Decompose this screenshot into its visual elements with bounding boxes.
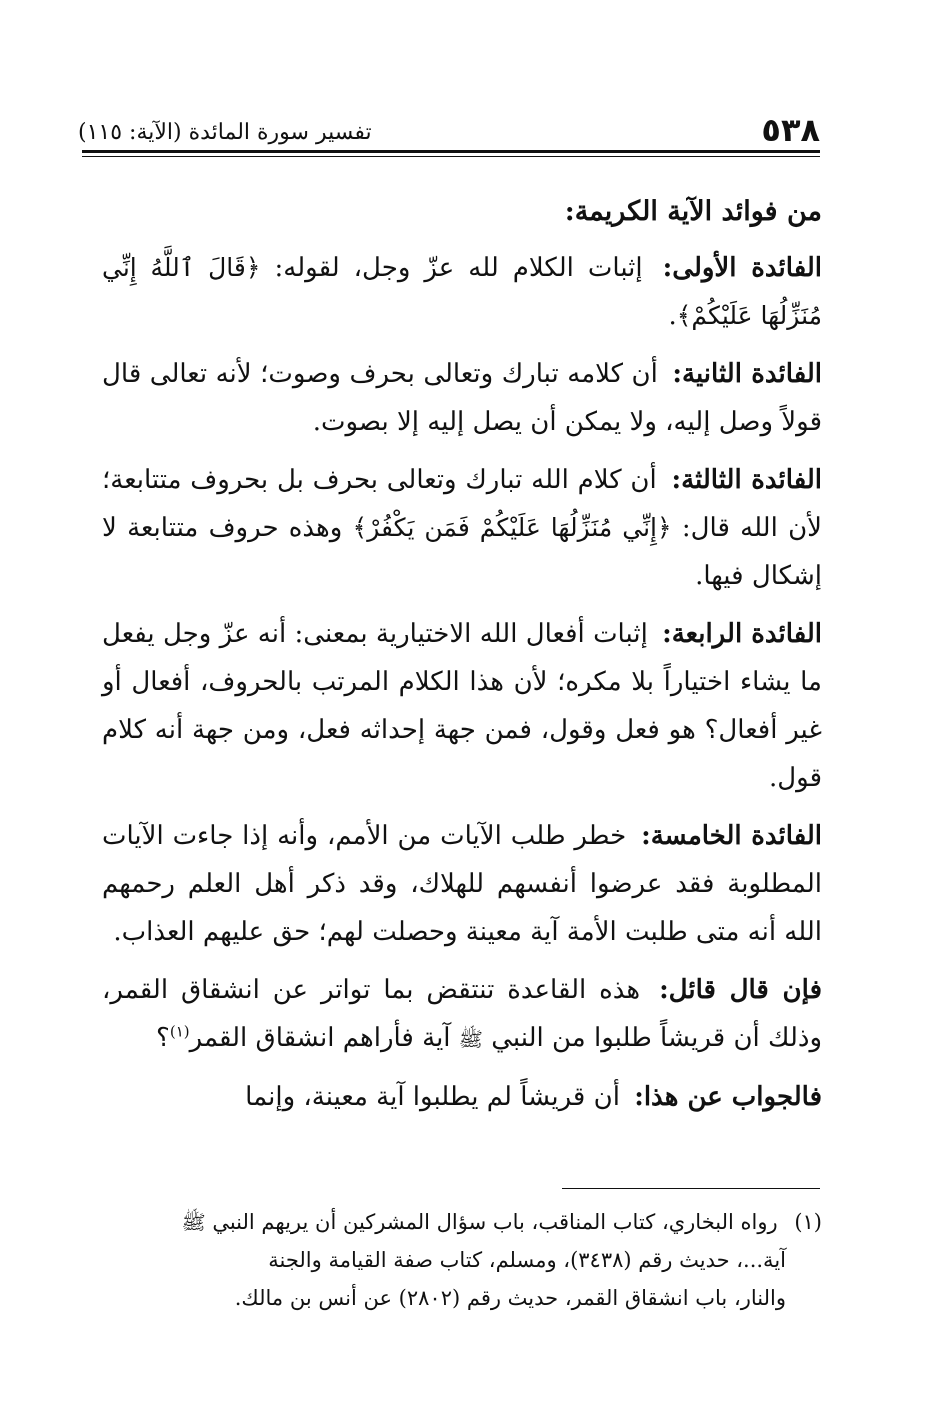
paragraph-benefit-3 [102, 456, 822, 600]
paragraph-lead: الفائدة الثالثة: [671, 465, 822, 495]
paragraph-benefit-2 [102, 350, 822, 446]
footnote-line-1 [120, 1203, 822, 1241]
paragraph-text: آية فأراهم انشقاق القمر [189, 1023, 451, 1053]
header-rule-thick [82, 150, 820, 153]
paragraph-lead: الفائدة الأولى: [662, 253, 823, 283]
page-number: ٥٣٨ [761, 111, 820, 149]
quran-quote: ﴿إِنِّي مُنَزِّلُهَا عَلَيْكُمْ فَمَن يَكْفُرْ﴾ [352, 513, 672, 542]
paragraph-benefit-5 [102, 812, 822, 956]
question-mark: ؟ [156, 1023, 170, 1053]
paragraph-answer [102, 1073, 822, 1121]
paragraph-text: أن كلامه تبارك وتعالى بحرف وصوت؛ لأنه تعالى قال قولاً وصل إليه، ولا يمكن أن يصل إليه إلا بصوت. [102, 359, 822, 437]
paragraph-lead: الفائدة الرابعة: [662, 619, 823, 649]
footnote-line-2: آية...، حديث رقم (٣٤٣٨)، ومسلم، كتاب صفة القيامة والجنة [268, 1248, 786, 1272]
paragraph-lead: فالجواب عن هذا: [634, 1082, 822, 1112]
section-heading: من فوائد الآية الكريمة: [564, 196, 822, 227]
footnote-reference[interactable]: (١) [169, 1022, 190, 1041]
paragraph-lead: فإن قال قائل: [659, 975, 822, 1005]
paragraph-text: هذه القاعدة تنتقض بما تواتر عن انشقاق القمر، وذلك أن قريشاً طلبوا من النبي [102, 975, 822, 1053]
footnote [120, 1203, 822, 1317]
page-header [78, 110, 820, 154]
paragraph-text: إثبات الكلام لله عزّ وجل، لقوله: [274, 253, 643, 283]
salawat-glyph: ﷺ [458, 1027, 483, 1051]
header-rule-thin [82, 156, 820, 157]
footnote-text: رواه البخاري، كتاب المناقب، باب سؤال المشركين أن يريهم النبي [212, 1210, 778, 1234]
paragraph-benefit-1 [102, 244, 822, 340]
footnote-marker: (١) [794, 1210, 822, 1234]
paragraph-text: خطر طلب الآيات من الأمم، وأنه إذا جاءت الآيات المطلوبة فقد عرضوا أنفسهم للهلاك، وقد ذكر أهل العلم رحمهم الله أنه متى طلبت الأمة آية معينة وحصلت لهم؛ حق عليهم العذاب. [102, 821, 822, 947]
paragraph-text: إثبات أفعال الله الاختيارية بمعنى: أنه عزّ وجل يفعل ما يشاء اختياراً بلا مكره؛ لأن هذا الكلام المرتب بالحروف، أفعال أو غير أفعال؟ هو فعل وقول، فمن جهة إحداثه فعل، ومن جهة أنه كلام قول. [102, 619, 822, 793]
paragraph-lead: الفائدة الخامسة: [641, 821, 823, 851]
paragraph-text: أن كلام الله تبارك وتعالى بحرف بل بحروف متتابعة؛ لأن الله قال: [102, 465, 822, 543]
running-title: تفسير سورة المائدة (الآية: ١١٥) [78, 120, 372, 145]
paragraph-lead: الفائدة الثانية: [672, 359, 823, 389]
main-text [102, 188, 822, 1131]
paragraph-objection [102, 966, 822, 1063]
paragraph-text: وهذه حروف متتابعة لا إشكال فيها. [102, 513, 822, 591]
salawat-glyph: ﷺ [181, 1210, 206, 1234]
paragraph-benefit-4 [102, 610, 822, 802]
paragraph-text: . [668, 301, 677, 331]
quran-quote: ﴿قَالَ ٱللَّهُ إِنِّي مُنَزِّلُهَا عَلَيْكُمْ﴾ [102, 253, 822, 330]
footnote-separator [562, 1188, 820, 1189]
footnote-line-3: والنار، باب انشقاق القمر، حديث رقم (٢٨٠٢) عن أنس بن مالك. [234, 1286, 786, 1310]
paragraph-text: أن قريشاً لم يطلبوا آية معينة، وإنما [245, 1082, 620, 1112]
